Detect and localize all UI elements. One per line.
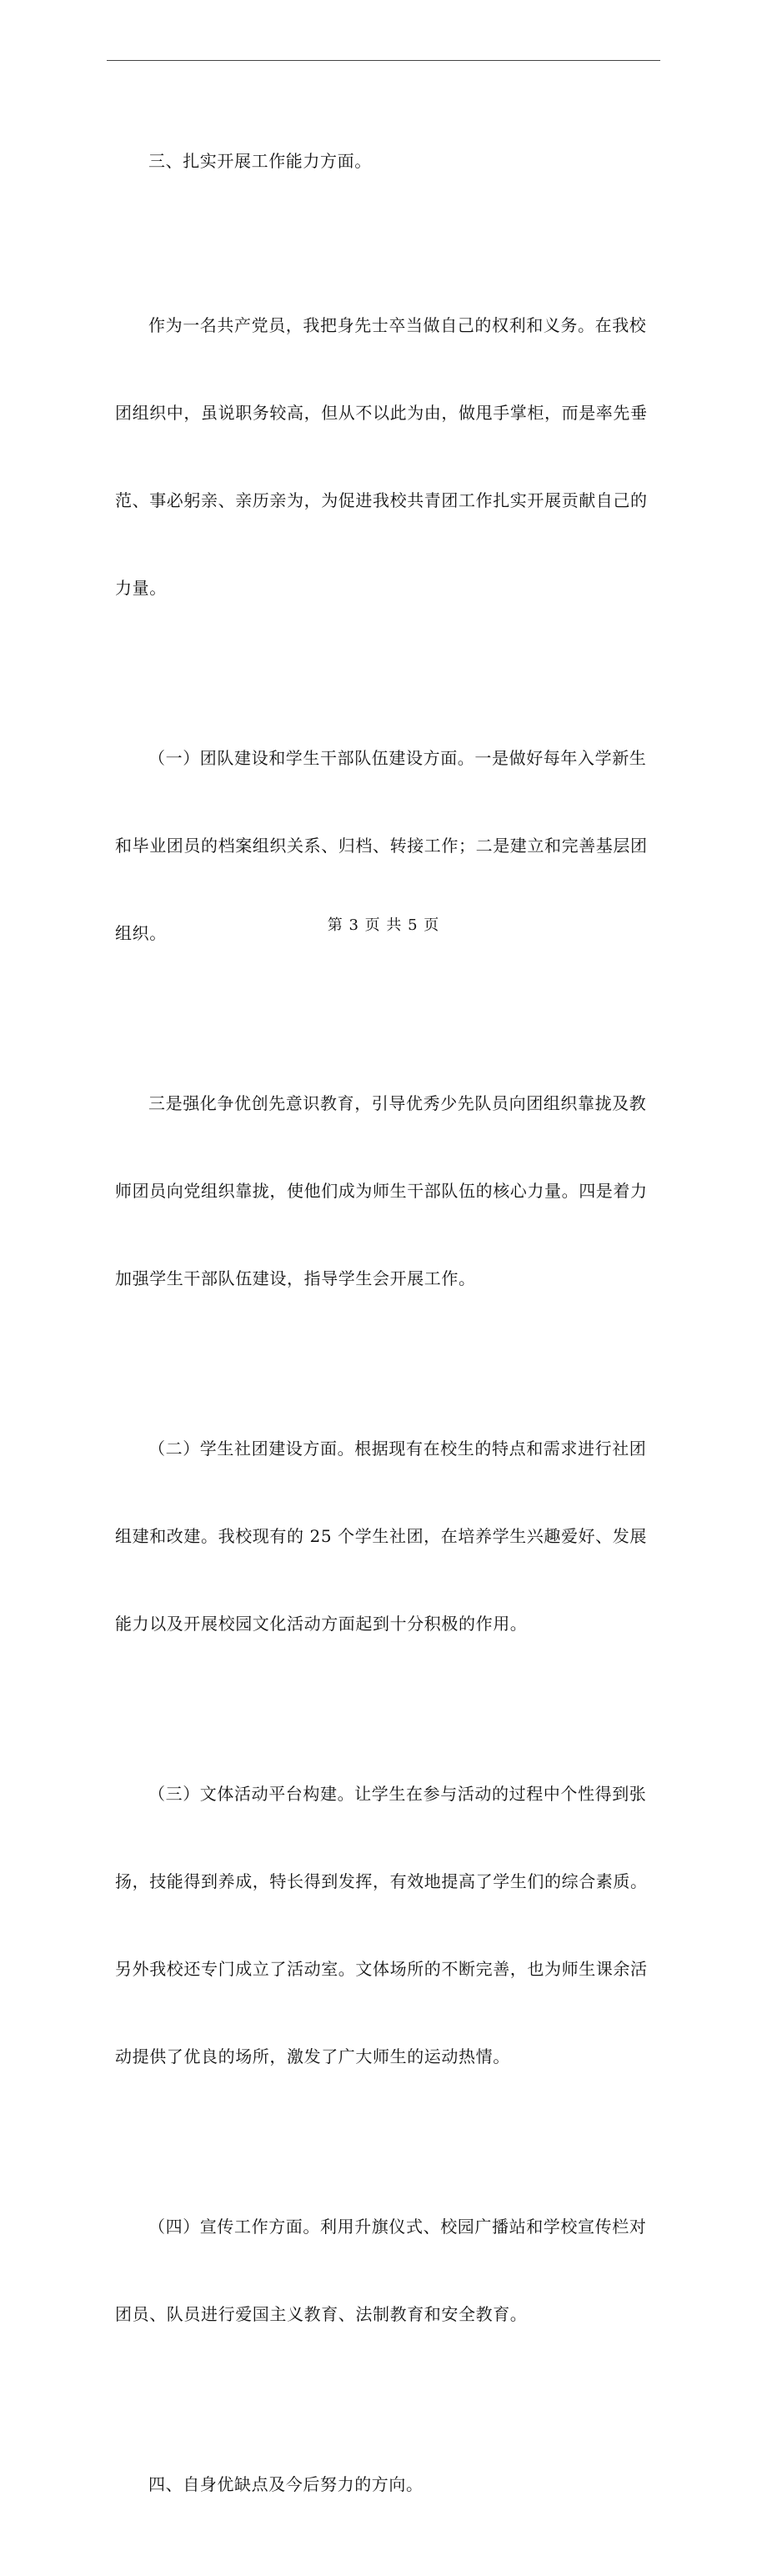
paragraph-line: 四、自身优缺点及今后努力的方向。 <box>148 2474 424 2494</box>
paragraph-line: （二）学生社团建设方面。根据现有在校生的特点和需求进行社团 <box>148 1439 647 1459</box>
paragraph-line: 动提供了优良的场所，激发了广大师生的运动热情。 <box>115 2046 510 2066</box>
section-heading-4 <box>115 2412 665 2558</box>
paragraph-line: 组建和改建。我校现有的 25 个学生社团，在培养学生兴趣爱好、发展 <box>115 1526 647 1546</box>
paragraph-excellence-education <box>115 1031 665 1352</box>
paragraph-line: 团员、队员进行爱国主义教育、法制教育和安全教育。 <box>115 2304 528 2324</box>
paragraph-line: 三、扎实开展工作能力方面。 <box>148 151 372 171</box>
paragraph-line: 扬，技能得到养成，特长得到发挥，有效地提高了学生们的综合素质。 <box>115 1871 648 1891</box>
paragraph-student-clubs <box>115 1376 665 1697</box>
document-body <box>115 88 665 2576</box>
paragraph-publicity <box>115 2154 665 2388</box>
page-number-footer: 第 3 页 共 5 页 <box>327 916 440 934</box>
paragraph-line: 能力以及开展校园文化活动方面起到十分积极的作用。 <box>115 1614 528 1634</box>
paragraph-line: 和毕业团员的档案组织关系、归档、转接工作；二是建立和完善基层团 <box>115 836 648 856</box>
section-heading-3 <box>115 88 665 234</box>
paragraph-line: 另外我校还专门成立了活动室。文体场所的不断完善，也为师生课余活 <box>115 1959 648 1979</box>
paragraph-line: 三是强化争优创先意识教育，引导优秀少先队员向团组织靠拢及教 <box>148 1093 647 1113</box>
paragraph-line: 组织。 <box>115 923 167 943</box>
paragraph-line: 团组织中，虽说职务较高，但从不以此为由，做甩手掌柜，而是率先垂 <box>115 403 648 423</box>
paragraph-line: 作为一名共产党员，我把身先士卒当做自己的权利和义务。在我校 <box>148 315 647 335</box>
header-rule <box>107 60 660 61</box>
paragraph-line: 加强学生干部队伍建设，指导学生会开展工作。 <box>115 1268 476 1288</box>
paragraph-party-member <box>115 253 665 661</box>
paragraph-line: 师团员向党组织靠拢，使他们成为师生干部队伍的核心力量。四是着力 <box>115 1181 648 1201</box>
paragraph-line: 范、事必躬亲、亲历亲为，为促进我校共青团工作扎实开展贡献自己的 <box>115 490 648 510</box>
paragraph-line: （三）文体活动平台构建。让学生在参与活动的过程中个性得到张 <box>148 1784 647 1804</box>
paragraph-culture-sports <box>115 1721 665 2130</box>
paragraph-line: （一）团队建设和学生干部队伍建设方面。一是做好每年入学新生 <box>148 748 647 768</box>
paragraph-team-building <box>115 685 665 1007</box>
paragraph-line: （四）宣传工作方面。利用升旗仪式、校园广播站和学校宣传栏对 <box>148 2217 647 2237</box>
paragraph-line: 力量。 <box>115 578 167 598</box>
